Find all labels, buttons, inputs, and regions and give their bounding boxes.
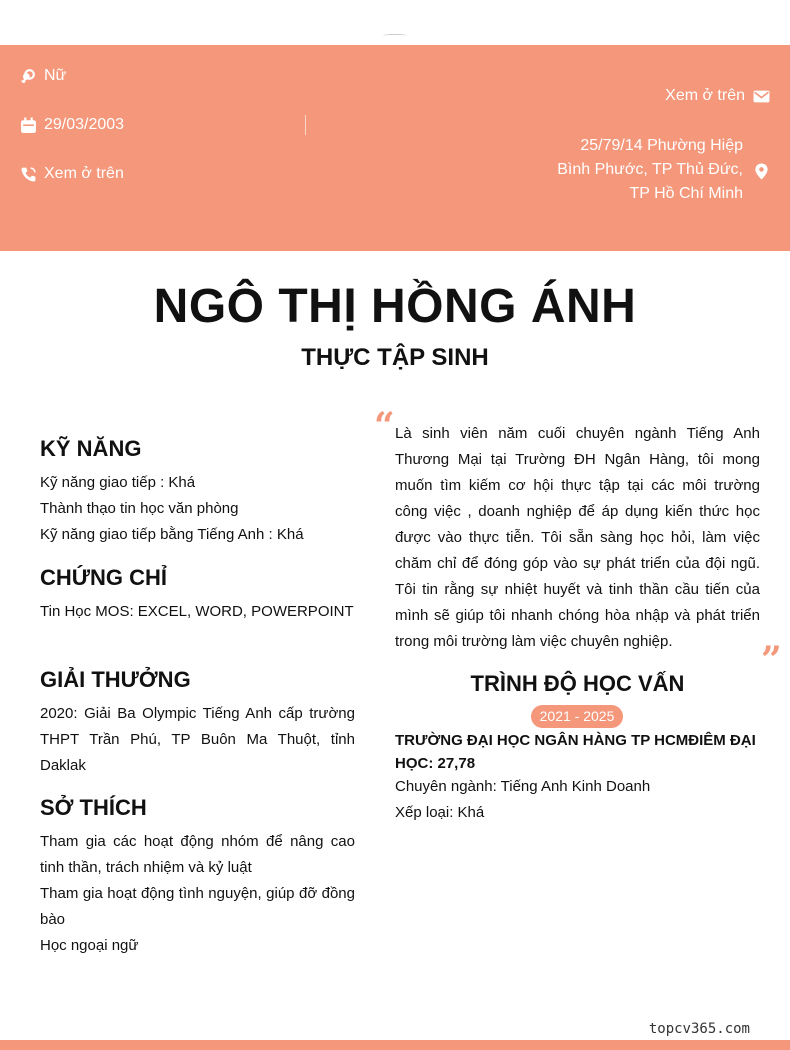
school-name: TRƯỜNG ĐẠI HỌC NGÂN HÀNG TP HCMĐIÊM ĐẠI HỌC: 27,78 (395, 732, 756, 772)
awards-title: GIẢI THƯỞNG (40, 667, 191, 692)
hobbies-list (40, 829, 355, 959)
bottom-band (0, 1040, 790, 1050)
contact-band (0, 45, 790, 251)
skills-section (40, 436, 355, 548)
awards-section (40, 667, 355, 779)
email-row (665, 87, 770, 105)
hobby-item: Tham gia hoạt động tình nguyện, giúp đỡ đồng bào (40, 885, 355, 928)
education-title: TRÌNH ĐỘ HỌC VẤN (470, 671, 685, 696)
hobby-item: Học ngoại ngữ (40, 937, 139, 954)
hobby-item: Tham gia các hoạt động nhóm để nâng cao tinh thần, trách nhiệm và kỷ luật (40, 833, 355, 876)
certificates-list (40, 599, 355, 625)
phone-text: Xem ở trên (44, 165, 124, 182)
envelope-icon (753, 88, 770, 105)
email-text: Xem ở trên (665, 87, 745, 104)
skill-item: Kỹ năng giao tiếp : Khá (40, 474, 196, 491)
address-line: TP Hồ Chí Minh (629, 185, 743, 202)
phone-icon (20, 166, 37, 183)
band-divider (305, 115, 306, 135)
skills-title: KỸ NĂNG (40, 436, 142, 461)
award-item: 2020: Giải Ba Olympic Tiếng Anh cấp trường THPT Trần Phú, TP Buôn Ma Thuột, tỉnh Daklak (40, 705, 355, 774)
skills-list (40, 470, 355, 548)
phone-row (20, 165, 124, 183)
education-grade: Xếp loại: Khá (395, 804, 485, 821)
education-period-badge: 2021 - 2025 (531, 705, 623, 728)
hobbies-section (40, 795, 355, 959)
close-quote-icon: ” (761, 639, 782, 681)
education-major: Chuyên ngành: Tiếng Anh Kinh Doanh (395, 778, 651, 795)
certificates-title: CHỨNG CHỈ (40, 565, 168, 590)
map-pin-icon (753, 163, 770, 180)
dob-row (20, 116, 124, 134)
certificate-item: Tin Học MOS: EXCEL, WORD, POWERPOINT (40, 603, 354, 620)
address-row (557, 134, 770, 206)
dob-text: 29/03/2003 (44, 116, 125, 133)
skill-item: Kỹ năng giao tiếp bằng Tiếng Anh : Khá (40, 526, 304, 543)
career-summary: Là sinh viên năm cuối chuyên ngành Tiếng Anh Thương Mại tại Trường ĐH Ngân Hàng, tôi mong muốn tìm kiếm cơ hội thực tập tại các môi trường công việc , doanh nghiệp để áp dụng kiến thức học được vào thực tiễn. Tôi sẵn sàng học hỏi, làm việc chăm chỉ để đóng góp vào sự phát triển của đội ngũ. Tôi tin rằng sự nhiệt huyết và tinh thần cầu tiến của mình sẽ giúp tôi nhanh chóng hòa nhập và phát triển trong môi trường làm việc chuyên nghiệp. (395, 425, 760, 650)
hobbies-title: SỞ THÍCH (40, 795, 147, 820)
certificates-section (40, 565, 355, 625)
watermark: topcv365.com (648, 1021, 750, 1037)
gender-text: Nữ (44, 67, 67, 84)
candidate-name: NGÔ THỊ HỒNG ÁNH (153, 280, 637, 333)
calendar-icon (20, 117, 37, 134)
gender-row (20, 67, 66, 85)
gender-icon (20, 68, 37, 85)
address-text (557, 134, 743, 206)
address-line: 25/79/14 Phường Hiệp (580, 137, 743, 154)
address-line: Bình Phước, TP Thủ Đức, (557, 161, 743, 178)
avatar-edge (383, 34, 407, 37)
awards-list (40, 701, 355, 779)
candidate-role: THỰC TẬP SINH (301, 344, 489, 371)
open-quote-icon: “ (374, 405, 395, 447)
skill-item: Thành thạo tin học văn phòng (40, 500, 239, 517)
